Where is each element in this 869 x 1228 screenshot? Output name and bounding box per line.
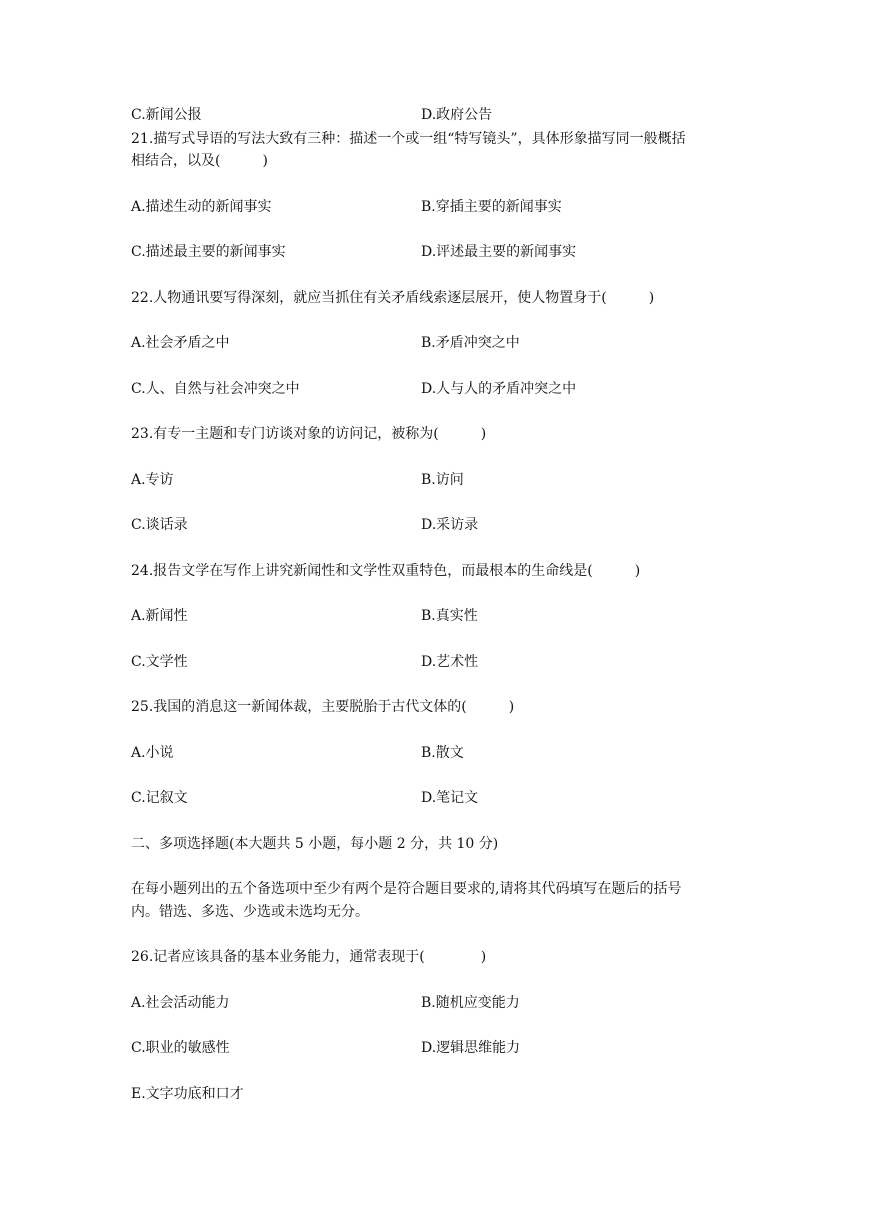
question-22-stem: 22.人物通讯要写得深刻，就应当抓住有关矛盾线索逐层展开，使人物置身于( ) <box>131 290 655 306</box>
question-24-option-c: C.文学性 <box>131 654 188 670</box>
option-c-q20: C.新闻公报 <box>131 107 202 123</box>
question-25-option-c: C.记叙文 <box>131 790 188 806</box>
question-23-option-a: A.专访 <box>131 472 174 488</box>
question-25-option-a: A.小说 <box>131 745 174 761</box>
question-26-option-b: B.随机应变能力 <box>421 995 520 1011</box>
question-22-option-a: A.社会矛盾之中 <box>131 335 230 351</box>
question-21-option-b: B.穿插主要的新闻事实 <box>421 199 562 215</box>
question-22-option-c: C.人、自然与社会冲突之中 <box>131 381 300 397</box>
question-24-stem: 24.报告文学在写作上讲究新闻性和文学性双重特色，而最根本的生命线是( ) <box>131 563 641 579</box>
question-21-option-a: A.描述生动的新闻事实 <box>131 199 272 215</box>
question-21-option-d: D.评述最主要的新闻事实 <box>421 244 577 260</box>
question-23-stem: 23.有专一主题和专门访谈对象的访问记，被称为( ) <box>131 426 487 442</box>
question-26-stem: 26.记者应该具备的基本业务能力，通常表现于( ) <box>131 949 487 965</box>
section-2-instructions-line2: 内。错选、多选、少选或未选均无分。 <box>131 904 369 920</box>
question-25-stem: 25.我国的消息这一新闻体裁，主要脱胎于古代文体的( ) <box>131 699 515 715</box>
question-23-option-c: C.谈话录 <box>131 517 188 533</box>
question-25-option-d: D.笔记文 <box>421 790 479 806</box>
section-2-title: 二、多项选择题(本大题共 5 小题，每小题 2 分，共 10 分) <box>131 836 499 852</box>
question-26-option-d: D.逻辑思维能力 <box>421 1040 521 1056</box>
question-23-option-d: D.采访录 <box>421 517 479 533</box>
question-21-stem-line1: 21.描写式导语的写法大致有三种：描述一个或一组“特写镜头”，具体形象描写同一般概括 <box>131 131 686 147</box>
question-21-stem-line2: 相结合，以及( ) <box>131 153 268 169</box>
question-23-option-b: B.访问 <box>421 472 464 488</box>
question-24-option-d: D.艺术性 <box>421 654 479 670</box>
question-25-option-b: B.散文 <box>421 745 464 761</box>
question-22-option-b: B.矛盾冲突之中 <box>421 335 520 351</box>
question-26-option-c: C.职业的敏感性 <box>131 1040 230 1056</box>
question-26-option-e: E.文字功底和口才 <box>131 1086 244 1102</box>
question-26-option-a: A.社会活动能力 <box>131 995 230 1011</box>
section-2-instructions-line1: 在每小题列出的五个备选项中至少有两个是符合题目要求的,请将其代码填写在题后的括号 <box>131 881 682 897</box>
question-24-option-a: A.新闻性 <box>131 608 188 624</box>
question-21-option-c: C.描述最主要的新闻事实 <box>131 244 286 260</box>
option-d-q20: D.政府公告 <box>421 107 493 123</box>
question-22-option-d: D.人与人的矛盾冲突之中 <box>421 381 577 397</box>
question-24-option-b: B.真实性 <box>421 608 478 624</box>
